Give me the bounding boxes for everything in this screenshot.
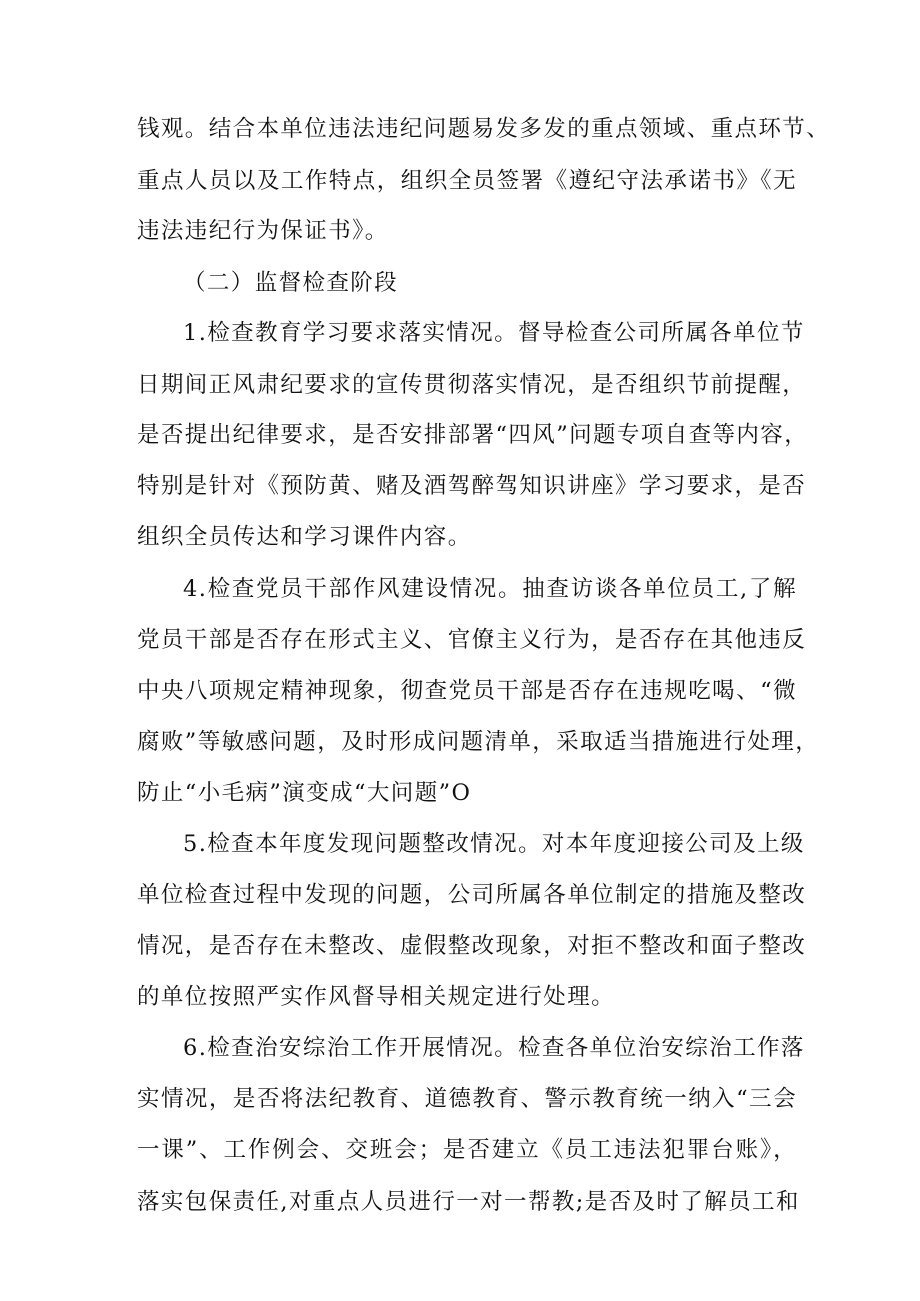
text-line: 违法违纪行为保证书》。 xyxy=(137,218,389,244)
text-line: 落实包保责任,对重点人员进行一对一帮教;是否及时了解员工和 xyxy=(137,1189,800,1215)
text-line: 1.检查教育学习要求落实情况。督导检查公司所属各单位节 xyxy=(183,320,805,346)
text-line: 一课”、工作例会、交班会；是否建立《员工违法犯罪台账》， xyxy=(137,1137,797,1163)
text-line: 重点人员以及工作特点，组织全员签署《遵纪守法承诺书》《无 xyxy=(137,168,797,194)
text-line: 实情况，是否将法纪教育、道德教育、警示教育统一纳入“三会 xyxy=(137,1086,797,1112)
text-line: 组织全员传达和学习课件内容。 xyxy=(137,524,472,550)
text-line: 是否提出纪律要求，是否安排部署“四风”问题专项自查等内容， xyxy=(137,422,809,448)
text-line: 党员干部是否存在形式主义、官僚主义行为，是否存在其他违反 xyxy=(137,627,807,653)
section-heading: （二）监督检查阶段 xyxy=(183,270,399,296)
text-line: 6.检查治安综治工作开展情况。检查各单位治安综治工作落 xyxy=(183,1035,805,1061)
text-line: 的单位按照严实作风督导相关规定进行处理。 xyxy=(137,984,616,1010)
text-line: 腐败”等敏感问题，及时形成问题清单，采取适当措施进行处理， xyxy=(137,729,820,755)
text-line: 5.检查本年度发现问题整改情况。对本年度迎接公司及上级 xyxy=(183,831,805,857)
text-line: 4.检查党员干部作风建设情况。抽查访谈各单位员工,了解 xyxy=(183,576,797,602)
text-line: 情况，是否存在未整改、虚假整改现象，对拒不整改和面子整改 xyxy=(137,933,807,959)
text-line: 特别是针对《预防黄、赌及酒驾醉驾知识讲座》学习要求，是否 xyxy=(137,473,807,499)
text-line: 钱观。结合本单位违法违纪问题易发多发的重点领域、重点环节、 xyxy=(137,116,831,142)
text-line: 单位检查过程中发现的问题，公司所属各单位制定的措施及整改 xyxy=(137,882,807,908)
text-line: 中央八项规定精神现象，彻查党员干部是否存在违规吃喝、“微 xyxy=(137,678,797,704)
text-line: 防止“小毛病”演变成“大问题”O xyxy=(137,780,472,806)
text-line: 日期间正风肃纪要求的宣传贯彻落实情况，是否组织节前提醒， xyxy=(137,372,807,398)
